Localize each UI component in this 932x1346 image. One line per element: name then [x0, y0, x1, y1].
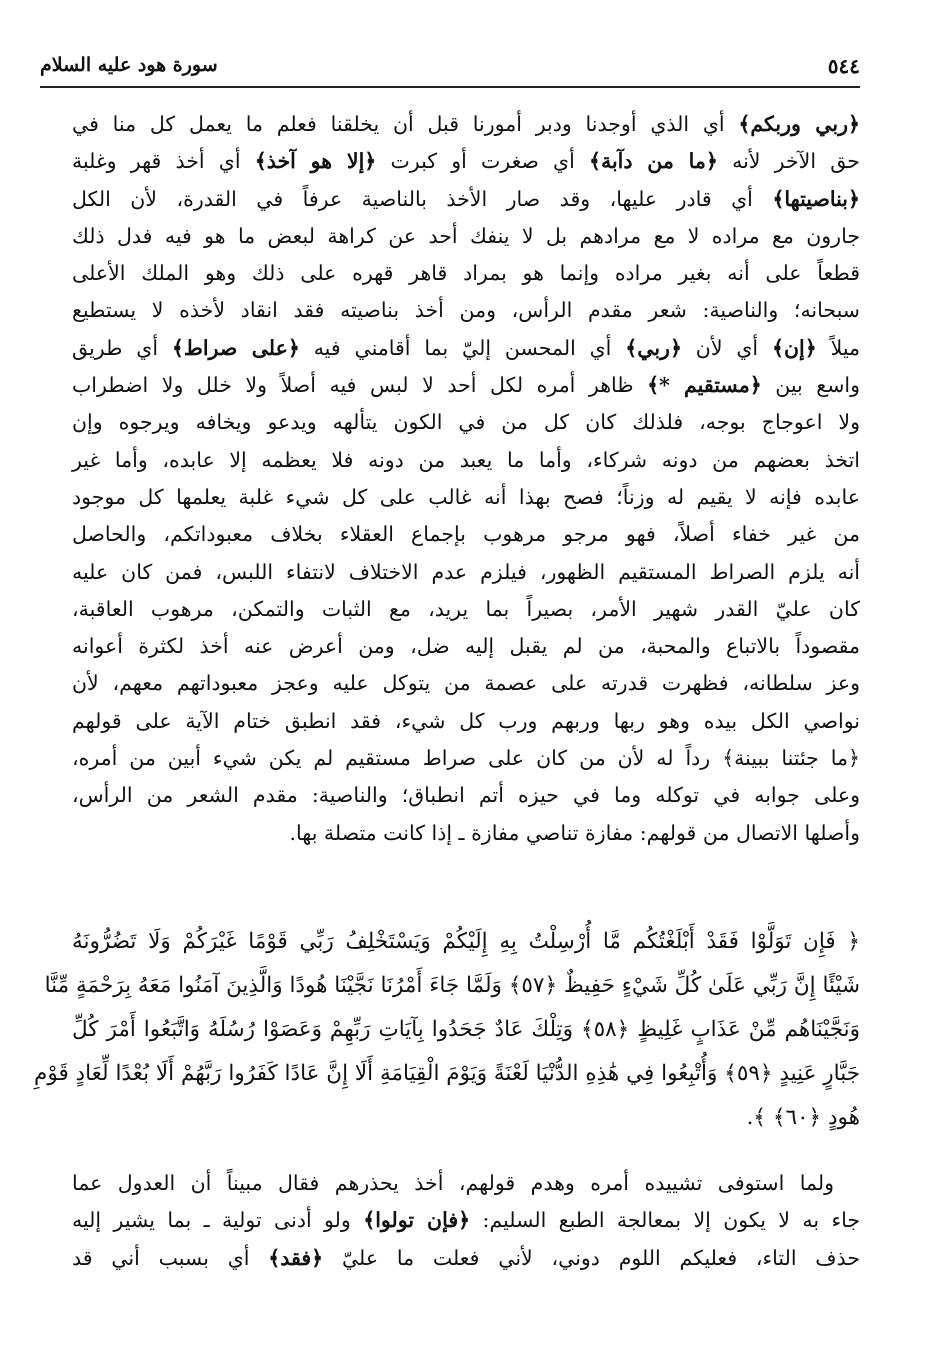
text-line	[72, 367, 860, 404]
text-segment: ولا اعوجاج بوجه، فلذلك كان كل من في الكون يتألهه ويدعو ويخافه ويرجوه وإن	[72, 410, 860, 435]
text-line	[72, 628, 860, 665]
text-segment: ﴿ فَإِن تَوَلَّوْا فَقَدْ أَبْلَغْتُكُم مَّا أُرْسِلْتُ بِهِ إِلَيْكُمْ وَيَسْتَخْلِفُ رَبِّي قَوْمًا غَيْرَكُمْ وَلَا تَضُرُّونَهُ	[72, 929, 860, 954]
text-segment: أي أخذ قهر وغلبة	[72, 149, 255, 174]
quoted-term: ﴿مستقيم *﴾	[647, 373, 762, 398]
text-line	[72, 516, 860, 553]
text-segment: من غير خفاء أصلاً، فهو مرجو مرهوب بإجماع العقلاء بخلاف معبوداتكم، والحاصل	[72, 522, 860, 547]
page-number: ٥٤٤	[827, 54, 860, 78]
text-segment: أي بسبب أني قد	[72, 1245, 269, 1270]
text-segment: حق الآخر لأنه	[717, 149, 860, 174]
text-line	[72, 106, 860, 143]
text-line	[72, 777, 860, 814]
text-segment: أنه يلزم الصراط المستقيم الظهور، فيلزم عدم الاختلاف لانتفاء اللبس، فمن كان عليه	[72, 559, 860, 584]
text-line	[72, 143, 860, 180]
text-line	[72, 181, 860, 218]
text-segment: جاء به لا يكون إلا بمعالجة الطبع السليم:	[470, 1208, 861, 1233]
text-line	[72, 1008, 860, 1052]
text-segment: أي الذي أوجدنا ودبر أمورنا قبل أن يخلقنا فعلم ما يعمل كل منا في	[72, 112, 739, 136]
text-segment: أي صغرت أو كبرت	[376, 149, 589, 174]
text-segment: ميلاً	[816, 335, 861, 360]
commentary-paragraph-continued	[72, 1165, 860, 1277]
text-segment: وَنَجَّيْنَاهُم مِّنْ عَذَابٍ غَلِيظٍ ﴿٥٨﴾ وَتِلْكَ عَادٌ جَحَدُوا بِآيَاتِ رَبِّهِمْ وَعَصَوْا رُسُلَهُ وَاتَّبَعُوا أَمْرَ كُلِّ	[72, 1017, 860, 1042]
text-segment: جَبَّارٍ عَنِيدٍ ﴿٥٩﴾ وَأُتْبِعُوا فِي هَٰذِهِ الدُّنْيَا لَعْنَةً وَيَوْمَ الْقِيَامَةِ أَلَا إِنَّ عَادًا كَفَرُوا رَبَّهُمْ أَلَا بُعْدًا لِّعَادٍ قَوْمِ	[34, 1061, 860, 1086]
text-line	[72, 292, 860, 329]
text-segment: ولما استوفى تشييده أمره وهدم قولهم، أخذ يحذرهم فقال مبيناً أن العدول عما	[72, 1171, 834, 1195]
quoted-term: ﴿إلا هو آخذ﴾	[254, 149, 377, 174]
text-segment: أي لأن	[681, 335, 772, 360]
quoted-term: ﴿فقد﴾	[268, 1245, 324, 1270]
text-line	[72, 404, 860, 441]
text-line	[72, 1240, 860, 1277]
text-line	[72, 218, 860, 255]
quoted-term: ﴿ربي﴾	[625, 335, 682, 360]
text-segment: حذف التاء، فعليكم اللوم دوني، لأني فعلت ما عليّ	[323, 1245, 860, 1270]
text-segment: عابده فإنه لا يقيم له وزناً؛ فصح بهذا أنه غالب على كل شيء غلبة يعلمها كل موجود	[72, 484, 860, 509]
text-line	[72, 740, 860, 777]
text-segment: وعلى جوابه في توكله وما في حيزه أتم انطباق؛ والناصية: مقدم الشعر من الرأس،	[72, 783, 860, 808]
text-segment: ظاهر أمره لكل أحد لا لبس فيه أصلاً ولا خلل ولا اضطراب	[72, 373, 648, 398]
text-segment: واسع بين	[761, 373, 860, 398]
text-line	[72, 703, 860, 740]
text-line	[72, 442, 860, 479]
text-line	[44, 964, 860, 1008]
text-line	[72, 665, 860, 702]
text-line	[72, 479, 860, 516]
text-line	[72, 255, 860, 292]
text-segment: قطعاً على أنه بغير مراده وإنما هو بمراد قاهر قهره على ذلك وهو الملك الأعلى	[72, 261, 860, 286]
text-segment: وعز سلطانه، فظهرت قدرته على عصمة من يتوكل عليه وعجز معبوداتهم معهم، لأن	[72, 671, 860, 696]
commentary-paragraph	[72, 106, 860, 852]
text-segment: نواصي الكل بيده وهو ربها وربهم ورب كل شيء، فقد انطبق ختام الآية على قولهم	[72, 708, 860, 733]
text-line	[72, 815, 860, 852]
quoted-term: ﴿ما من دآبة﴾	[588, 149, 718, 174]
text-segment: اتخذ بعضهم من دونه شركاء، وأما ما يعبد من دونه فلا يعظمه إلا عابده، وأما غير	[72, 447, 860, 472]
text-segment: جارون مع مراده لا مع مرادهم بل لا ينفك أحد عن كراهة لبعض ما هو فيه فدل ذلك	[72, 223, 860, 248]
text-segment: أي المحسن إليّ بما أقامني فيه	[299, 335, 626, 360]
text-line	[72, 1096, 860, 1140]
running-title: سورة هود عليه السلام	[40, 54, 218, 76]
text-line	[72, 330, 860, 367]
text-segment: مقصوداً بالاتباع والمحبة، من لم يقبل إليه ضل، ومن أعرض عنه أخذ لكثرة أعوانه	[72, 634, 860, 659]
quran-verses-block	[34, 920, 860, 1140]
quoted-term: ﴿ربي وربكم﴾	[738, 112, 860, 136]
text-segment: رداً له لأن من كان على صراط مستقيم لم يكن شيء أبين من أمره،	[72, 746, 723, 771]
text-segment: وأصلها الاتصال من قولهم: مفازة تناصي مفازة ـ إذا كانت متصلة بها.	[289, 820, 860, 845]
page-header	[40, 52, 860, 88]
quoted-term: ﴿فإن تولوا﴾	[363, 1208, 471, 1233]
text-segment: ﴿ما جئتنا ببينة﴾	[722, 746, 860, 771]
text-segment: هُودٍ ﴿٦٠﴾ ﴾.	[746, 1105, 860, 1130]
text-line	[72, 1165, 860, 1202]
text-line	[72, 920, 860, 964]
text-segment: أي قادر عليها، وقد صار الأخذ بالناصية عرفاً في القدرة، لأن الكل	[72, 186, 773, 211]
quoted-term: ﴿إن﴾	[771, 335, 817, 360]
quoted-term: ﴿بناصيتها﴾	[772, 186, 860, 211]
text-line	[72, 554, 860, 591]
text-segment: شَيْئًا إِنَّ رَبِّي عَلَىٰ كُلِّ شَيْءٍ حَفِيظٌ ﴿٥٧﴾ وَلَمَّا جَاءَ أَمْرُنَا نَجَّيْنَا هُودًا وَالَّذِينَ آمَنُوا مَعَهُ بِرَحْمَةٍ مِّنَّا	[44, 973, 860, 998]
text-line	[34, 1052, 860, 1096]
text-line	[72, 1202, 860, 1239]
text-line	[72, 591, 860, 628]
text-segment: كان عليّ القدر شهير الأمر، بصيراً بما يريد، مع الثبات والتمكن، مرهوب العاقبة،	[72, 596, 860, 621]
quoted-term: ﴿على صراط﴾	[171, 335, 300, 360]
text-segment: ولو أدنى تولية ـ بما يشير إليه	[72, 1208, 364, 1233]
text-segment: أي طريق	[72, 335, 172, 360]
text-segment: سبحانه؛ والناصية: شعر مقدم الرأس، ومن أخذ بناصيته فقد انقاد لأخذه لا يستطيع	[72, 298, 860, 323]
